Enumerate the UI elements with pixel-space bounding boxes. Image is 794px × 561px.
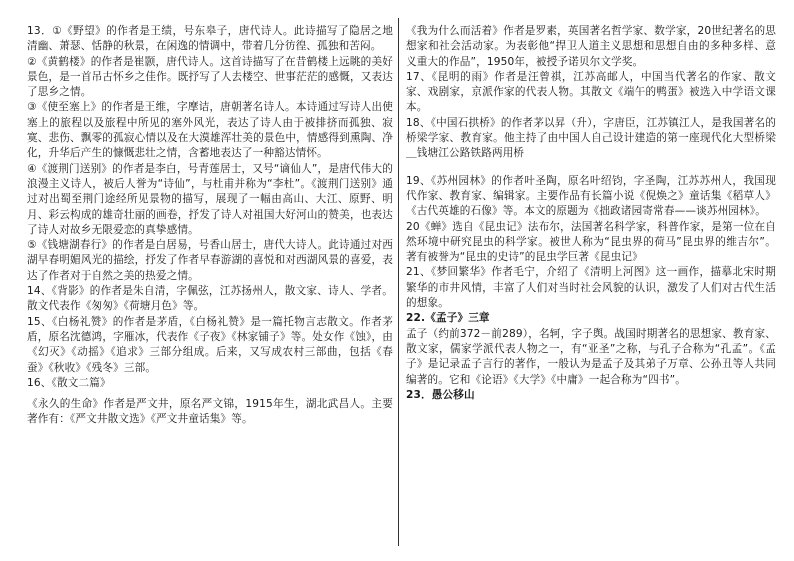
paragraph-18-shigongqiao: 18、《中国石拱桥》的作者茅以昇（升），字唐臣，江苏镇江人，是我国著名的桥梁学家、教育家。他主持了由中国人自己设计建造的第一座现代化大型桥梁＿钱塘江公路铁路两用桥 (406, 116, 776, 160)
paragraph-huanghelou: ②《黄鹤楼》的作者是崔颢，唐代诗人。这首诗描写了在昔鹤楼上远眺的美好景色，是一首吊古怀乡之佳作。既抒写了人去楼空、世事茫茫的感慨，又表达了思乡之情。 (27, 55, 393, 99)
paragraph-woweishenme: 《我为什么而活着》作者是罗素，英国著名哲学家、数学家，20世纪著名的思想家和社会活动家。为表彰他“捍卫人道主义思想和思想自由的多种多样、意义重大的作品”，1950年，被授予诺贝尔文学奖。 (406, 25, 776, 68)
paragraph-16-sanwen: 16、《散文二篇》 (27, 376, 111, 389)
paragraph-13-yewang: 13．①《野望》的作者是王绩，号东皋子，唐代诗人。此诗描写了隐居之地清幽、萧瑟、恬静的秋景，在闲逸的情调中，带着几分彷徨、孤独和苦闷。 (27, 25, 393, 53)
paragraph-14-beiying: 14、《背影》的作者是朱自清，字佩弦，江苏扬州人，散文家、诗人、学者。散文代表作《匆匆》《荷塘月色》等。 (27, 285, 393, 313)
paragraph-17-kunmingdeyu: 17、《昆明的雨》作者是汪曾祺，江苏高邮人，中国当代著名的作家、散文家、戏剧家，京派作家的代表人物。其散文《端午的鸭蛋》被选入中学语文课本。 (406, 70, 776, 114)
paragraph-22-mengzi: 孟子（约前372－前289），名轲，字子舆。战国时期著名的思想家、教育家、散文家，儒家学派代表人物之一，有“亚圣”之称，与孔子合称为“孔孟”。《孟子》是记录孟子言行的著作，一般认为是孟子及其弟子万章、公孙丑等人共同编著的。它和《论语》《大学》《中庸》一起合称为“四书”。 (406, 327, 776, 386)
paragraph-20-chan: 20《蝉》选自《昆虫记》法布尔，法国著名科学家，科普作家，是第一位在自然环境中研究昆虫的科学家。被世人称为“昆虫界的荷马”昆虫界的维吉尔”。著有被誉为“昆虫的史诗”的昆虫学巨著《昆虫记》 (406, 220, 776, 264)
paragraph-19-suzhouyuanlin: 19、《苏州园林》的作者叶圣陶，原名叶绍钧，字圣陶，江苏苏州人，我国现代作家、教育家、编辑家。主要作品有长篇小说《倪焕之》童话集《稻草人》《古代英雄的石像》等。本文的原题为《拙政诸园寄常春——谈苏州园林》。 (406, 174, 776, 218)
paragraph-dujingmen: ④《渡荆门送别》的作者是李白，号青莲居士，又号“谪仙人”，是唐代伟大的浪漫主义诗人，被后人誉为“诗仙”，与杜甫并称为“李杜”。《渡荆门送别》通过对出蜀至荆门途经所见景物的描写，展现了一幅由高山、大江、原野、明月、彩云构成的雄奇壮丽的画卷，抒发了诗人对祖国大好河山的赞美，也表达了诗人对故乡无限爱恋的真挚感情。 (27, 162, 393, 236)
paragraph-yongjiudeshengming: 《永久的生命》作者是严文井，原名严文锦，1915年生，湖北武昌人。主要著作有：《严文井散文选》《严文井童话集》等。 (27, 398, 393, 426)
paragraph-shizhisaishang: ③《使至塞上》的作者是王维，字摩诘，唐朝著名诗人。本诗通过写诗人出使塞上的旅程以及旅程中所见的塞外风光，表达了诗人由于被排挤而孤独、寂寞、悲伤、飘零的孤寂心情以及在大漠雄浑壮美的景色中，情感得到熏陶、净化，升华后产生的慷慨悲壮之情，含蓄地表达了一种豁达情怀。 (27, 101, 393, 160)
paragraph-15-baiyanglizan: 15、《白杨礼赞》的作者是茅盾，《白杨礼赞》是一篇托物言志散文。作者茅盾，原名沈德鸿，字雁冰，代表作《子夜》《林家铺子》等。处女作《蚀》，由《幻灭》《动摇》《追求》三部分组成。后来，又写成农村三部曲，包括《春蚕》《秋收》《残冬》三部。 (27, 315, 393, 374)
paragraph-qiantanghu: ⑤《钱塘湖春行》的作者是白居易，号香山居士，唐代大诗人。此诗通过对西湖早春明媚风光的描绘，抒发了作者早春游湖的喜悦和对西湖风景的喜爱，表达了作者对于自然之美的热爱之情。 (27, 239, 393, 282)
column-divider (398, 18, 399, 546)
heading-23-yugongyishan: 23．愚公移山 (406, 388, 475, 401)
heading-22-mengzi: 22.《孟子》三章 (406, 312, 490, 325)
left-column (27, 24, 393, 428)
right-column (406, 24, 776, 403)
paragraph-21-menghuifanhua: 21、《梦回繁华》作者毛宁，介绍了《清明上河图》这一画作，描摹北宋时期繁华的市井风情，丰富了人们对当时社会风貌的认识，激发了人们对古代生活的想象。 (406, 266, 776, 310)
